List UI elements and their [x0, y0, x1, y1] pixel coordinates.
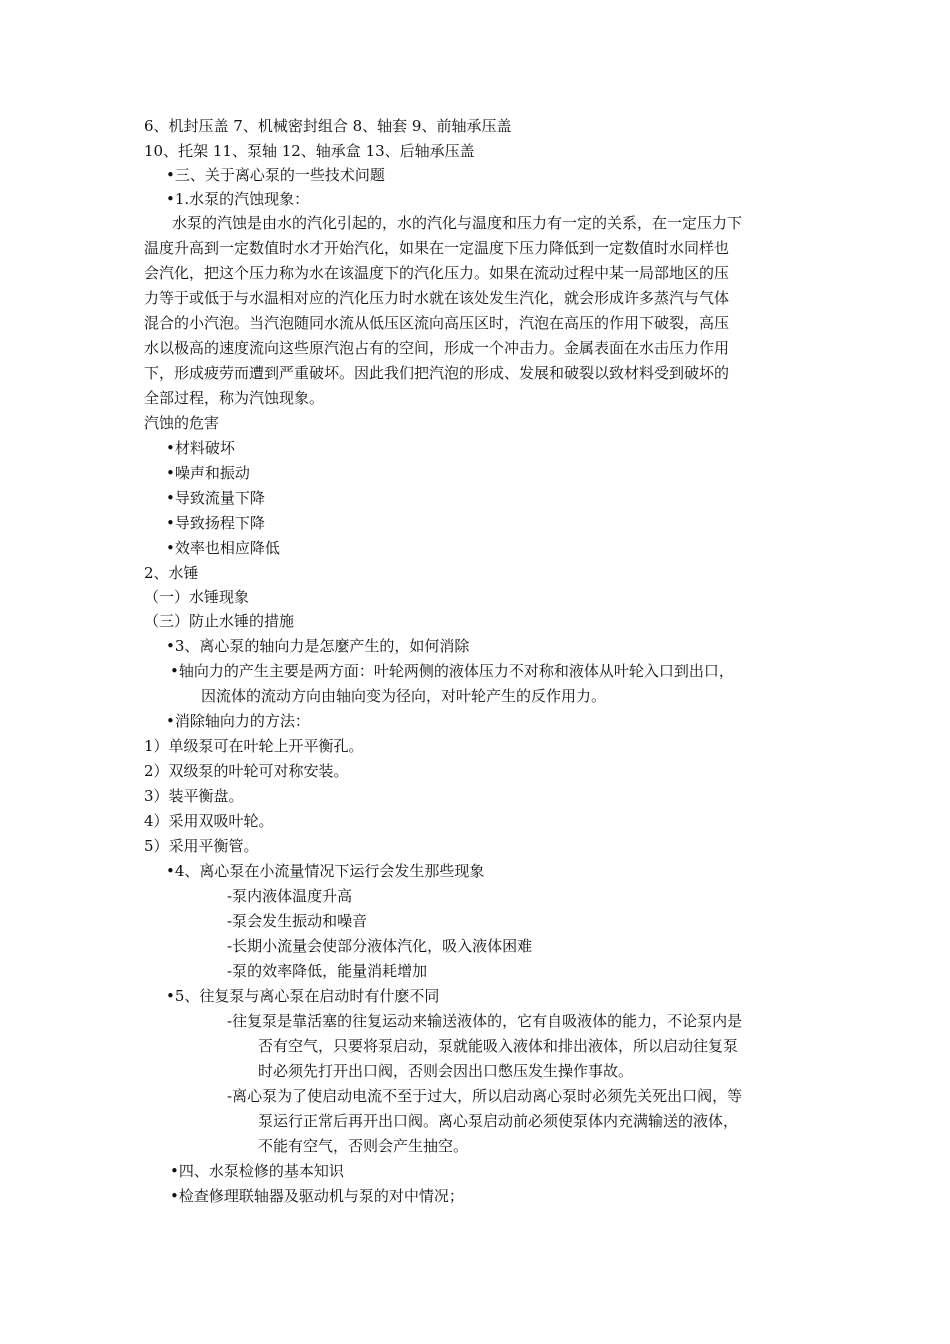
paragraph-line: 水以极高的速度流向这些原汽泡占有的空间，形成一个冲击力。金属表面在水击压力作用	[144, 339, 730, 357]
q5-heading: •5、往复泵与离心泵在启动时有什麽不同	[166, 987, 440, 1005]
q3-cause-line-1: •轴向力的产生主要是两方面：叶轮两侧的液体压力不对称和液体从叶轮入口到出口，	[170, 662, 734, 680]
harm-item: •噪声和振动	[166, 464, 250, 482]
harm-item: •导致扬程下降	[166, 514, 265, 532]
q5-centrifugal-line: -离心泵为了使启动电流不至于过大，所以启动离心泵时必须先关死出口阀，等	[227, 1087, 743, 1105]
q3-method-item: 4）采用双吸叶轮。	[144, 812, 274, 830]
q5-centrifugal-line: 不能有空气，否则会产生抽空。	[258, 1137, 469, 1155]
q3-heading: •3、离心泵的轴向力是怎麼产生的，如何消除	[166, 637, 470, 655]
q4-heading: •4、离心泵在小流量情况下运行会发生那些现象	[166, 862, 485, 880]
parts-list-line-1: 6、机封压盖 7、机械密封组合 8、轴套 9、前轴承压盖	[144, 117, 512, 135]
q4-item: -泵内液体温度升高	[227, 887, 353, 905]
q3-cause-line-2: 因流体的流动方向由轴向变为径向，对叶轮产生的反作用力。	[201, 687, 607, 705]
paragraph-line: 全部过程，称为汽蚀现象。	[144, 389, 325, 407]
q3-method-item: 3）装平衡盘。	[144, 787, 244, 805]
water-hammer-sub-3: （三）防止水锤的措施	[144, 612, 295, 630]
q3-method-item: 1）单级泵可在叶轮上开平衡孔。	[144, 737, 364, 755]
q3-method-item: 5）采用平衡管。	[144, 837, 259, 855]
harm-item: •效率也相应降低	[166, 539, 280, 557]
paragraph-line: 会汽化，把这个压力称为水在该温度下的汽化压力。如果在流动过程中某一局部地区的压	[144, 264, 730, 282]
q4-item: -泵的效率降低，能量消耗增加	[227, 962, 428, 980]
q3-method-item: 2）双级泵的叶轮可对称安装。	[144, 762, 349, 780]
section-3-heading: •三、关于离心泵的一些技术问题	[166, 166, 385, 184]
q3-method-heading: •消除轴向力的方法：	[166, 712, 310, 730]
water-hammer-sub-1: （一）水锤现象	[144, 588, 250, 606]
harm-item: •材料破坏	[166, 439, 235, 457]
paragraph-line: 下，形成疲劳而遭到严重破坏。因此我们把汽泡的形成、发展和破裂以致材料受到破坏的	[144, 364, 730, 382]
section-4-heading: •四、水泵检修的基本知识	[170, 1162, 344, 1180]
parts-list-line-2: 10、托架 11、泵轴 12、轴承盒 13、后轴承压盖	[144, 142, 475, 160]
q5-reciprocating-line: -往复泵是靠活塞的往复运动来输送液体的，它有自吸液体的能力，不论泵内是	[227, 1012, 743, 1030]
harm-heading: 汽蚀的危害	[144, 414, 220, 432]
q1-heading: •1.水泵的汽蚀现象：	[166, 190, 310, 208]
paragraph-line: 力等于或低于与水温相对应的汽化压力时水就在该处发生汽化，就会形成许多蒸汽与气体	[144, 289, 730, 307]
harm-item: •导致流量下降	[166, 489, 265, 507]
q5-reciprocating-line: 时必须先打开出口阀，否则会因出口憋压发生操作事故。	[258, 1062, 634, 1080]
water-hammer-heading: 2、水锤	[144, 564, 199, 582]
q4-item: -长期小流量会使部分液体汽化，吸入液体困难	[227, 937, 533, 955]
section-4-item: •检查修理联轴器及驱动机与泵的对中情况；	[170, 1187, 464, 1205]
paragraph-line: 水泵的汽蚀是由水的汽化引起的，水的汽化与温度和压力有一定的关系，在一定压力下	[172, 214, 743, 232]
cavitation-paragraph	[144, 211, 824, 411]
paragraph-line: 温度升高到一定数值时水才开始汽化，如果在一定温度下压力降低到一定数值时水同样也	[144, 239, 730, 257]
q4-item: -泵会发生振动和噪音	[227, 912, 368, 930]
q5-centrifugal-line: 泵运行正常后再开出口阀。离心泵启动前必须使泵体内充满输送的液体，	[258, 1112, 739, 1130]
q5-reciprocating-line: 否有空气，只要将泵启动，泵就能吸入液体和排出液体，所以启动往复泵	[258, 1037, 739, 1055]
paragraph-line: 混合的小汽泡。当汽泡随同水流从低压区流向高压区时，汽泡在高压的作用下破裂，高压	[144, 314, 730, 332]
